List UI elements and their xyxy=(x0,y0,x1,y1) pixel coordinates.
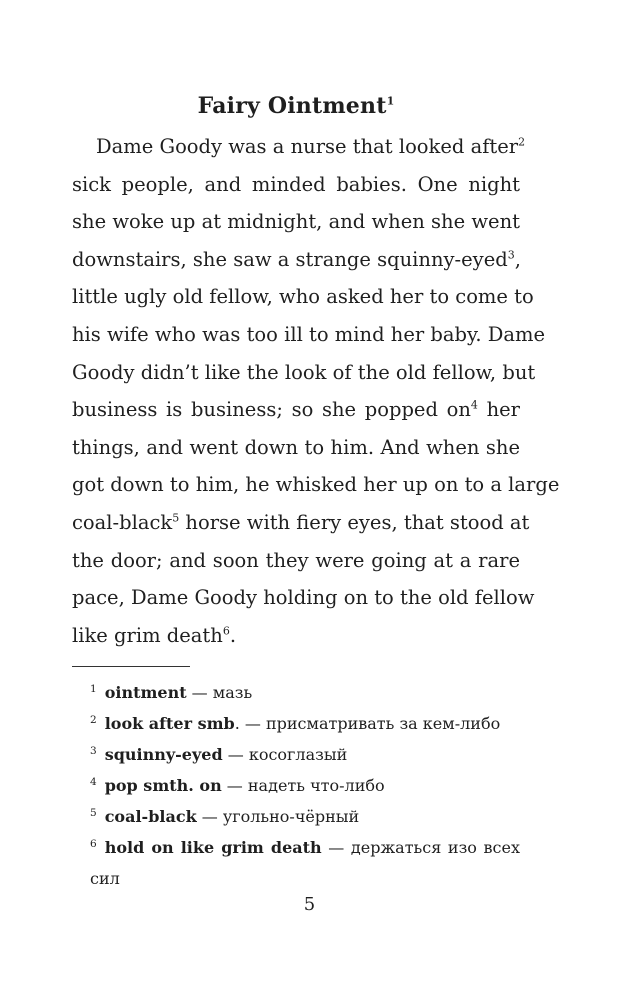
text-line: business is business; so she popped $on^4$ her xyxy=(72,398,520,422)
text-line: things, and went down to him. And when she xyxy=(72,435,520,459)
text-line: sick people, and minded babies. One night xyxy=(72,172,520,196)
footnote-marker: 1 xyxy=(386,94,395,108)
footnote-marker: 4 xyxy=(470,398,478,412)
footnote-marker: 5 xyxy=(172,511,180,525)
chapter-title-text: Fairy Ointment xyxy=(197,93,387,119)
text-line: his wife who was too ill to mind her baby. Dame xyxy=(72,322,546,346)
footnote-marker: 6 xyxy=(222,624,230,638)
footnote-marker: 3 xyxy=(507,248,515,262)
footnote-divider xyxy=(72,666,190,667)
footnote-marker: 2 xyxy=(518,135,526,149)
book-page xyxy=(72,86,560,894)
footnote-item: $^4$ pop smth. on — надеть что-либо xyxy=(90,775,385,796)
footnote-item: $^5$ coal-black — угольно-чёрный xyxy=(90,806,360,827)
chapter-title xyxy=(72,86,520,126)
text-line: got down to him, he whisked her up on to a large xyxy=(72,473,560,497)
text-line: Dame Goody was a nurse that looked after$^2$ xyxy=(96,135,526,158)
footnote-item: $^2$ look after smb. — присматривать за кем-либо xyxy=(90,713,501,734)
footnote-item: $^6$ hold on like grim death — держаться изо всех сил xyxy=(90,837,520,889)
footnotes xyxy=(72,677,520,894)
text-line: little ugly old fellow, who asked her to come to xyxy=(72,285,534,309)
story-paragraph xyxy=(72,128,560,654)
page-number: 5 xyxy=(303,894,316,915)
text-line: she woke up at midnight, and when she went xyxy=(72,210,520,234)
text-line: Goody didn’t like the look of the old fellow, but xyxy=(72,360,536,384)
text-line: the door; and soon they were going at a rare xyxy=(72,548,520,572)
text-line: pace, Dame Goody holding on to the old fellow xyxy=(72,586,535,610)
text-line: coal-black$^5$ horse with fiery eyes, that stood at xyxy=(72,510,530,534)
text-line: downstairs, she saw a strange squinny-eyed$^3$, xyxy=(72,247,521,271)
footnote-item: $^3$ squinny-eyed — косоглазый xyxy=(90,744,348,765)
footnote-item: $^1$ ointment — мазь xyxy=(90,682,253,703)
text-line: like grim death$^6$. xyxy=(72,623,237,647)
